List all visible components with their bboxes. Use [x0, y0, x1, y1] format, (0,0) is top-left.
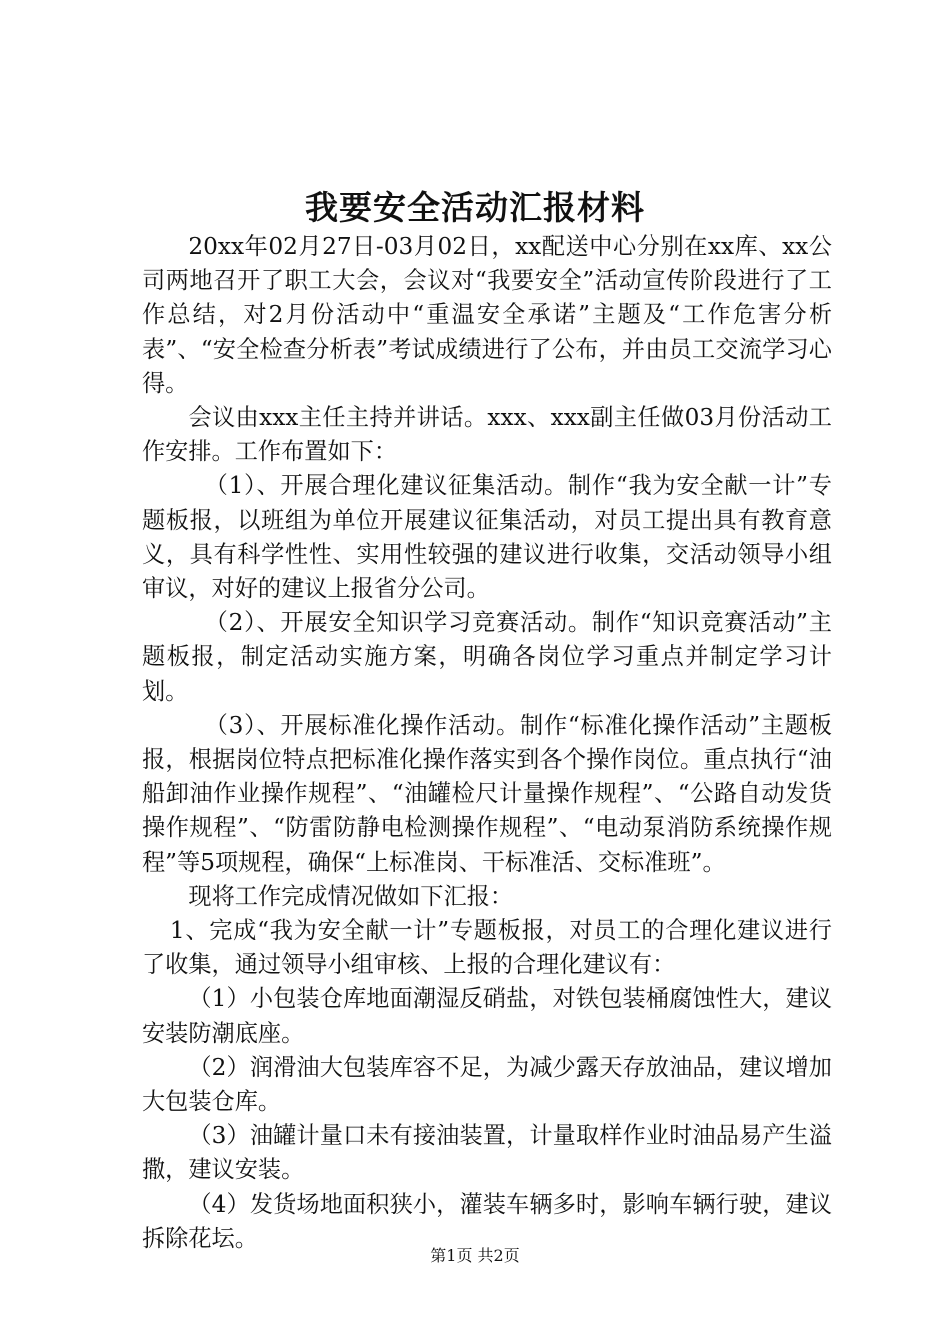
paragraph-intro: 20xx年02月27日-03月02日，xx配送中心分别在xx库、xx公司两地召开了职工大会，会议对“我要安全”活动宣传阶段进行了工作总结，对2月份活动中“重温安全承诺”主题及“工作危害分析表”、“安全检查分析表”考试成绩进行了公布，并由员工交流学习心得。 — [142, 233, 832, 397]
paragraph-report-1: 1、完成“我为安全献一计”专题板报，对员工的合理化建议进行了收集，通过领导小组审核、上报的合理化建议有： — [142, 917, 832, 979]
paragraph-item-3: （3）、开展标准化操作活动。制作“标准化操作活动”主题板报，根据岗位特点把标准化操作落实到各个操作岗位。重点执行“油船卸油作业操作规程”、“油罐检尺计量操作规程”、“公路自动发货操作规程”、“防雷防静电检测操作规程”、“电动泵消防系统操作规程”等5项规程，确保“上标准岗、干标准活、交标准班”。 — [142, 711, 832, 876]
paragraph-suggestion-4: （4）发货场地面积狭小，灌装车辆多时，影响车辆行驶，建议拆除花坛。 — [142, 1190, 832, 1252]
paragraph-suggestion-1: （1）小包装仓库地面潮湿反硝盐，对铁包装桶腐蚀性大，建议安装防潮底座。 — [142, 985, 832, 1047]
paragraph-item-1: （1）、开展合理化建议征集活动。制作“我为安全献一计”专题板报，以班组为单位开展建议征集活动，对员工提出具有教育意义，具有科学性性、实用性较强的建议进行收集，交活动领导小组审议，对好的建议上报省分公司。 — [142, 472, 832, 603]
paragraph-meeting: 会议由xxx主任主持并讲话。xxx、xxx副主任做03月份活动工作安排。工作布置如下： — [142, 404, 832, 466]
paragraph-report-intro: 现将工作完成情况做如下汇报： — [188, 882, 514, 910]
paragraph-suggestion-2: （2）润滑油大包装库容不足，为减少露天存放油品，建议增加大包装仓库。 — [142, 1053, 832, 1116]
paragraph-item-2: （2）、开展安全知识学习竞赛活动。制作“知识竞赛活动”主题板报，制定活动实施方案，明确各岗位学习重点并制定学习计划。 — [142, 609, 832, 705]
page-footer: 第1页 共2页 — [430, 1246, 520, 1265]
paragraph-suggestion-3: （3）油罐计量口未有接油装置，计量取样作业时油品易产生溢撒，建议安装。 — [142, 1122, 832, 1184]
document-body — [142, 230, 832, 1256]
document-title: 我要安全活动汇报材料 — [305, 188, 645, 227]
